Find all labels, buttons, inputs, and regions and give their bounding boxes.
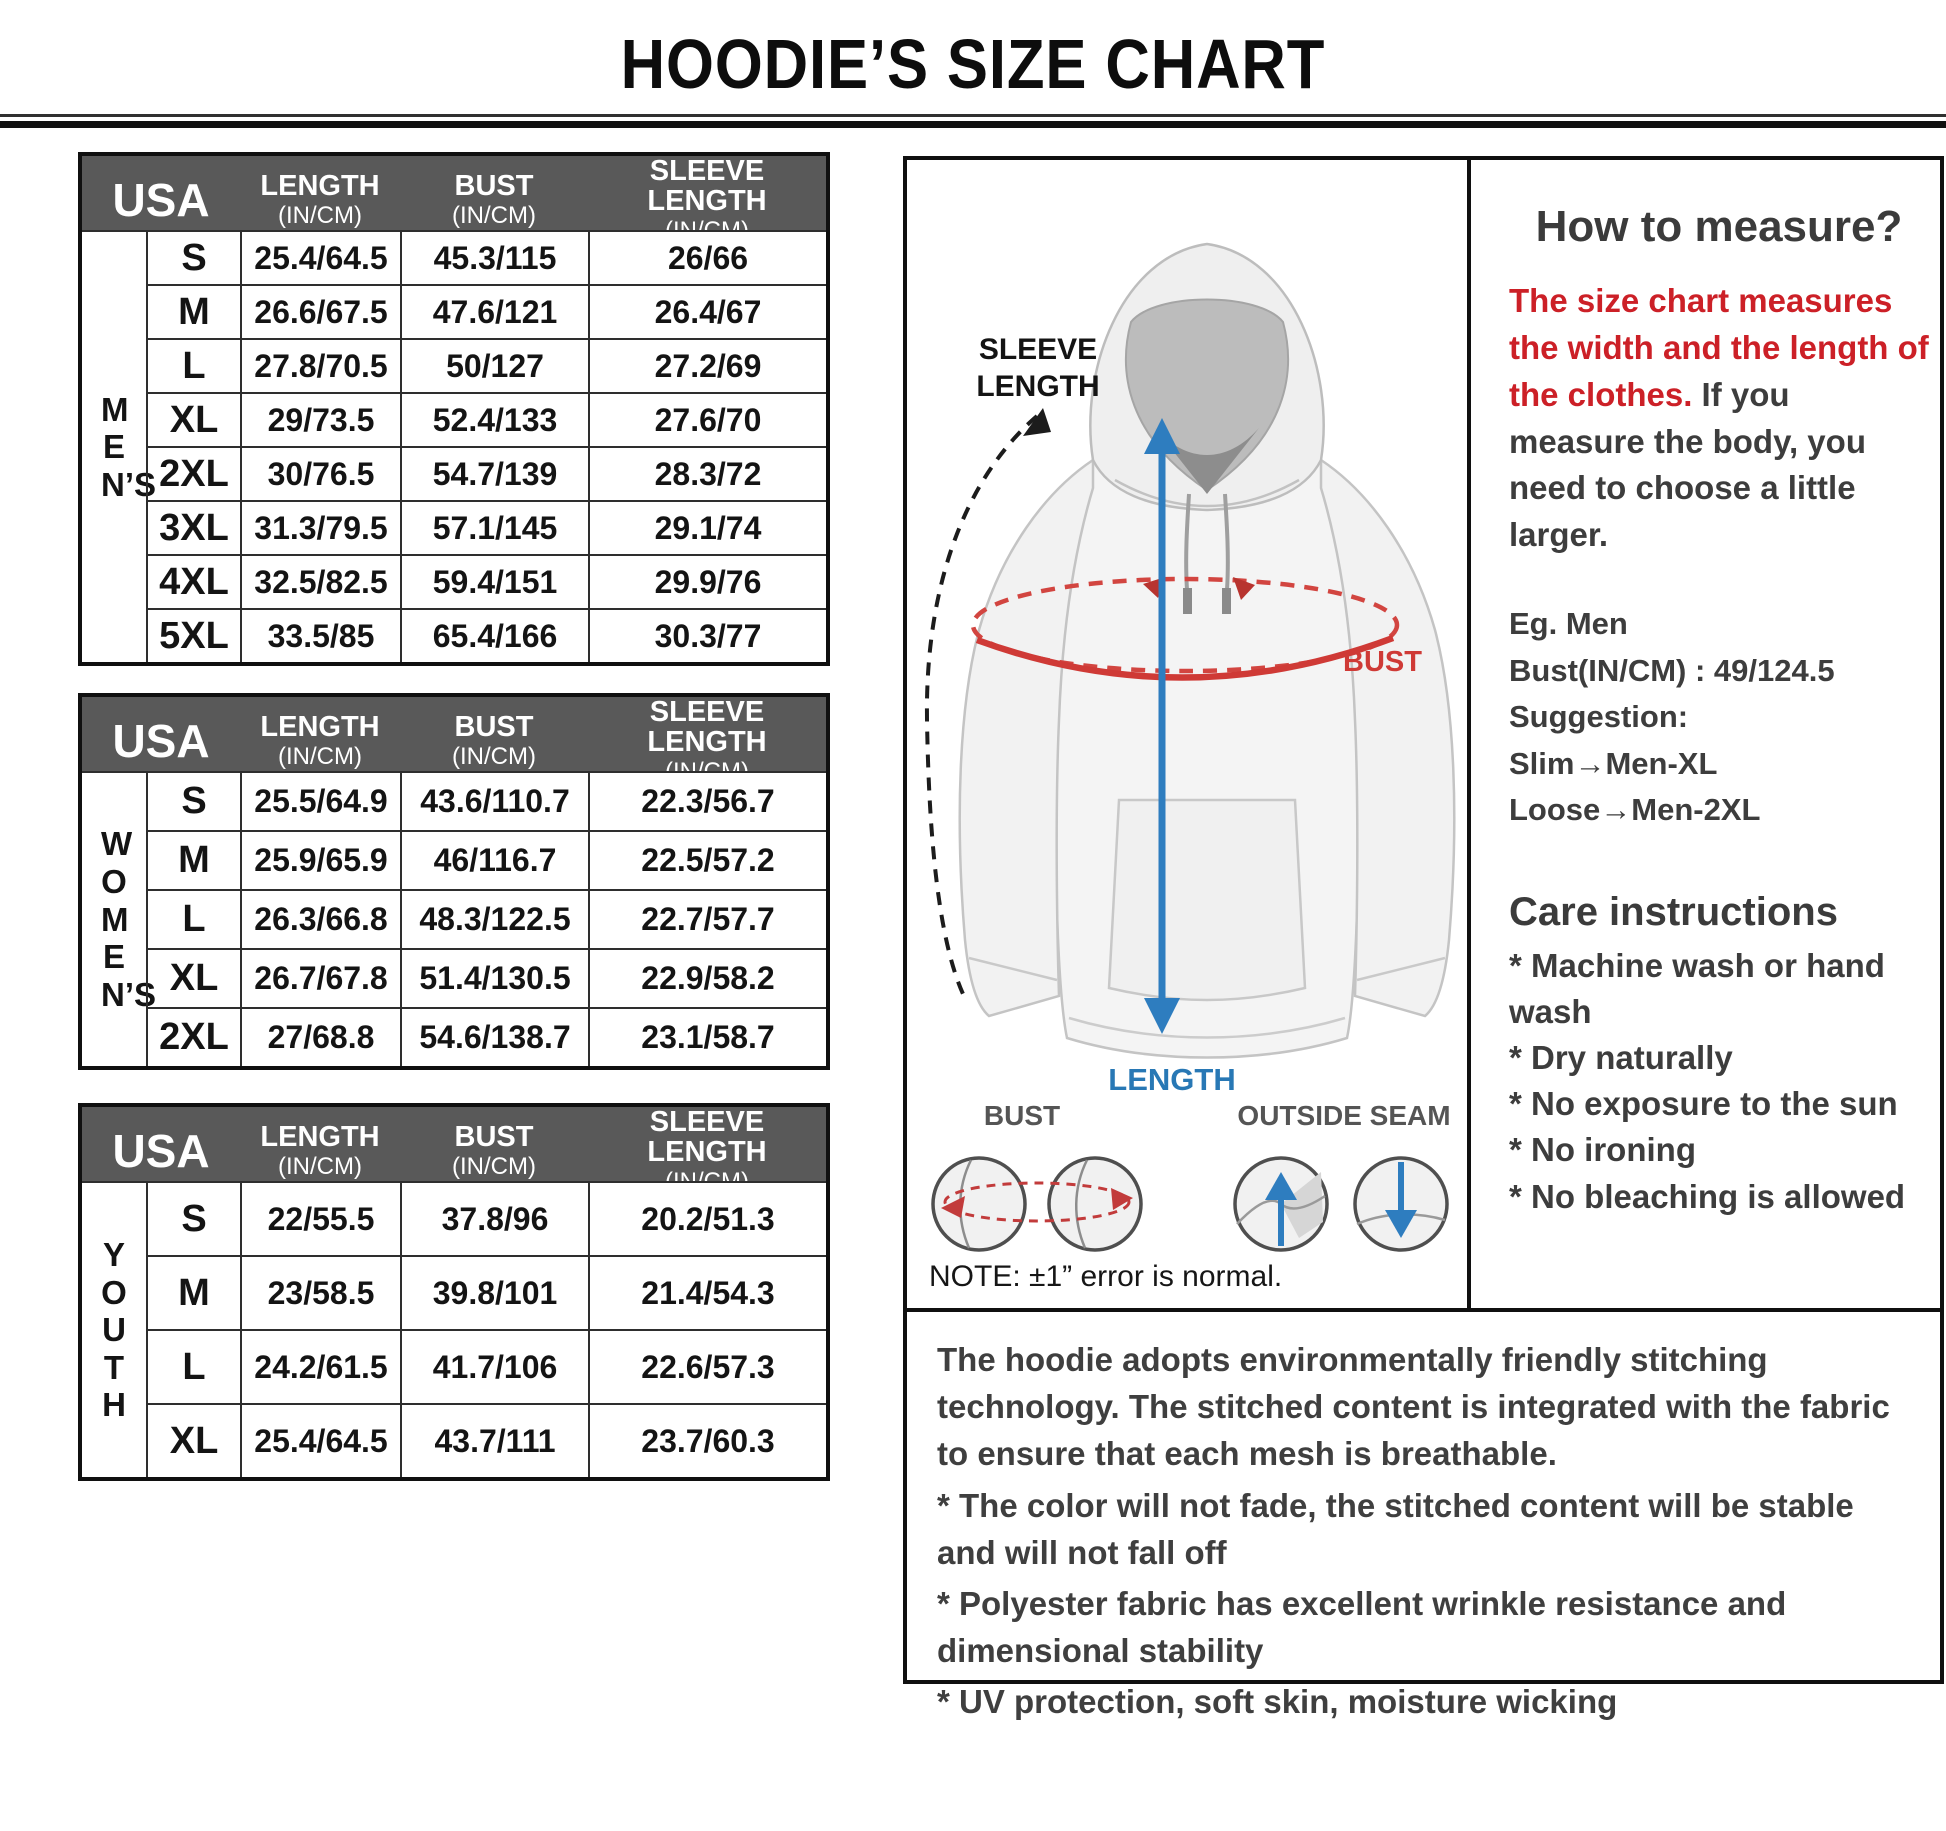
example-line: Suggestion: xyxy=(1509,699,1689,735)
title-divider-thick xyxy=(0,121,1946,128)
youth-table-header xyxy=(82,1106,826,1195)
table-cell: 22.5/57.2 xyxy=(588,830,826,889)
mens-group-label: MEN’S xyxy=(82,230,146,662)
table-cell: 22.6/57.3 xyxy=(588,1329,826,1403)
table-cell: 26.4/67 xyxy=(588,284,826,338)
description-line: * The color will not fade, the stitched content will be stable and will not fall off xyxy=(937,1486,1854,1571)
table-cell: 23.7/60.3 xyxy=(588,1403,826,1477)
table-cell: 26.3/66.8 xyxy=(240,889,400,948)
table-cell: 25.9/65.9 xyxy=(240,830,400,889)
description-line: * Polyester fabric has excellent wrinkle resistance and dimensional stability xyxy=(937,1584,1787,1670)
table-cell: 37.8/96 xyxy=(400,1181,588,1255)
table-cell: 27.2/69 xyxy=(588,338,826,392)
description-line: * UV protection, soft skin, moisture wicking xyxy=(937,1683,1618,1721)
table-cell: L xyxy=(146,889,240,948)
hoodie-diagram-panel xyxy=(907,160,1471,1308)
table-cell: M xyxy=(146,284,240,338)
mens-table-header xyxy=(82,155,826,244)
table-cell: 29/73.5 xyxy=(240,392,400,446)
sizing-example xyxy=(1509,601,1929,834)
table-cell: 2XL xyxy=(146,446,240,500)
header-sleeve: SLEEVE LENGTH (IN/CM) xyxy=(647,155,767,244)
womens-size-table xyxy=(78,693,830,1070)
intro-gray-text: If you measure the body, you need to choose a little larger. xyxy=(1509,375,1866,554)
table-cell: 50/127 xyxy=(400,338,588,392)
size-tables-column xyxy=(78,152,830,1481)
table-cell: 28.3/72 xyxy=(588,446,826,500)
table-cell: 39.8/101 xyxy=(400,1255,588,1329)
table-cell: XL xyxy=(146,1403,240,1477)
table-cell: 45.3/115 xyxy=(400,230,588,284)
care-item: * No bleaching is allowed xyxy=(1509,1177,1906,1215)
example-line: Eg. Men xyxy=(1509,606,1628,642)
table-cell: XL xyxy=(146,392,240,446)
table-cell: 33.5/85 xyxy=(240,608,400,662)
header-bust: BUST (IN/CM) xyxy=(452,711,536,770)
table-cell: 2XL xyxy=(146,1007,240,1066)
table-cell: 43.7/111 xyxy=(400,1403,588,1477)
header-length: LENGTH (IN/CM) xyxy=(260,711,380,770)
product-description-box xyxy=(903,1308,1944,1721)
table-cell: 59.4/151 xyxy=(400,554,588,608)
care-item: * Dry naturally xyxy=(1509,1039,1733,1077)
tolerance-note: NOTE: ±1” error is normal. xyxy=(929,1260,1283,1293)
care-item: * No exposure to the sun xyxy=(1509,1085,1898,1123)
womens-table-body xyxy=(82,771,826,1066)
youth-size-table xyxy=(78,1103,830,1481)
page-title: HOODIE’S SIZE CHART xyxy=(620,25,1326,103)
table-cell: 31.3/79.5 xyxy=(240,500,400,554)
table-cell: 22.3/56.7 xyxy=(588,771,826,830)
table-cell: 30/76.5 xyxy=(240,446,400,500)
table-cell: 24.2/61.5 xyxy=(240,1329,400,1403)
table-cell: 26.6/67.5 xyxy=(240,284,400,338)
table-cell: 46/116.7 xyxy=(400,830,588,889)
care-item: * Machine wash or hand wash xyxy=(1509,946,1885,1030)
sleeve-arrowhead-icon xyxy=(1023,408,1051,436)
table-cell: 32.5/82.5 xyxy=(240,554,400,608)
table-cell: 5XL xyxy=(146,608,240,662)
table-cell: 52.4/133 xyxy=(400,392,588,446)
header-bust: BUST (IN/CM) xyxy=(452,1121,536,1180)
example-line: Bust(IN/CM) : 49/124.5 xyxy=(1509,652,1835,688)
table-cell: 25.5/64.9 xyxy=(240,771,400,830)
drawstring-aglet xyxy=(1222,588,1231,614)
table-cell: 27.8/70.5 xyxy=(240,338,400,392)
drawstring-aglet xyxy=(1183,588,1192,614)
youth-group-label: YOUTH xyxy=(82,1181,146,1477)
intro-red-text: The size chart measures the width and the length of the clothes. xyxy=(1509,282,1929,413)
header-bust: BUST (IN/CM) xyxy=(452,170,536,229)
table-cell: S xyxy=(146,771,240,830)
bust-icon xyxy=(933,1158,1025,1250)
title-divider-thin xyxy=(0,114,1946,117)
header-length: LENGTH (IN/CM) xyxy=(260,170,380,229)
length-label: LENGTH xyxy=(1108,1062,1236,1097)
hoodie-pocket xyxy=(1109,800,1305,1000)
bust-icon-caption: BUST xyxy=(983,1100,1061,1131)
how-to-measure-heading: How to measure? xyxy=(1535,202,1903,251)
table-cell: 25.4/64.5 xyxy=(240,1403,400,1477)
table-cell: 29.1/74 xyxy=(588,500,826,554)
table-cell: 47.6/121 xyxy=(400,284,588,338)
example-line: Loose→Men-2XL xyxy=(1509,792,1761,828)
table-cell: 22/55.5 xyxy=(240,1181,400,1255)
table-cell: M xyxy=(146,1255,240,1329)
header-usa: USA xyxy=(112,174,210,227)
womens-table-header xyxy=(82,696,826,785)
care-instructions-heading: Care instructions xyxy=(1509,889,1838,934)
table-cell: 30.3/77 xyxy=(588,608,826,662)
table-cell: 3XL xyxy=(146,500,240,554)
description-line: The hoodie adopts environmentally friendly stitching technology. The stitched content is integrated with the fabric to ensure that each mesh is breathable. xyxy=(937,1341,1890,1473)
header-usa: USA xyxy=(112,715,210,768)
table-cell: 21.4/54.3 xyxy=(588,1255,826,1329)
table-cell: 43.6/110.7 xyxy=(400,771,588,830)
table-cell: 27/68.8 xyxy=(240,1007,400,1066)
header-sleeve: SLEEVE LENGTH (IN/CM) xyxy=(647,1106,767,1195)
table-cell: S xyxy=(146,1181,240,1255)
table-cell: 26/66 xyxy=(588,230,826,284)
care-instructions-list xyxy=(1509,943,1929,1220)
table-cell: 57.1/145 xyxy=(400,500,588,554)
womens-group-label: WOMEN’S xyxy=(82,771,146,1066)
mens-size-table xyxy=(78,152,830,666)
table-cell: XL xyxy=(146,948,240,1007)
bust-label: BUST xyxy=(1343,646,1422,678)
table-cell: 41.7/106 xyxy=(400,1329,588,1403)
table-cell: 4XL xyxy=(146,554,240,608)
care-item: * No ironing xyxy=(1509,1131,1696,1169)
sleeve-length-label: SLEEVE LENGTH xyxy=(976,333,1100,403)
table-cell: 54.7/139 xyxy=(400,446,588,500)
table-cell: L xyxy=(146,1329,240,1403)
table-cell: 26.7/67.8 xyxy=(240,948,400,1007)
table-cell: 22.7/57.7 xyxy=(588,889,826,948)
youth-table-body xyxy=(82,1181,826,1477)
table-cell: 23.1/58.7 xyxy=(588,1007,826,1066)
table-cell: M xyxy=(146,830,240,889)
table-cell: L xyxy=(146,338,240,392)
table-cell: 23/58.5 xyxy=(240,1255,400,1329)
table-cell: 20.2/51.3 xyxy=(588,1181,826,1255)
measure-panel xyxy=(903,156,1944,1312)
header-sleeve: SLEEVE LENGTH (IN/CM) xyxy=(647,696,767,785)
table-cell: 22.9/58.2 xyxy=(588,948,826,1007)
table-cell: 51.4/130.5 xyxy=(400,948,588,1007)
table-cell: 48.3/122.5 xyxy=(400,889,588,948)
example-line: Slim→Men-XL xyxy=(1509,745,1718,781)
table-cell: 27.6/70 xyxy=(588,392,826,446)
header-length: LENGTH (IN/CM) xyxy=(260,1121,380,1180)
how-to-measure-panel xyxy=(1471,160,1946,1308)
header-usa: USA xyxy=(112,1125,210,1178)
outside-seam-caption: OUTSIDE SEAM xyxy=(1237,1100,1451,1131)
table-cell: 54.6/138.7 xyxy=(400,1007,588,1066)
how-to-measure-intro xyxy=(1509,278,1929,559)
table-cell: S xyxy=(146,230,240,284)
table-cell: 65.4/166 xyxy=(400,608,588,662)
table-cell: 25.4/64.5 xyxy=(240,230,400,284)
mens-table-body xyxy=(82,230,826,662)
table-cell: 29.9/76 xyxy=(588,554,826,608)
